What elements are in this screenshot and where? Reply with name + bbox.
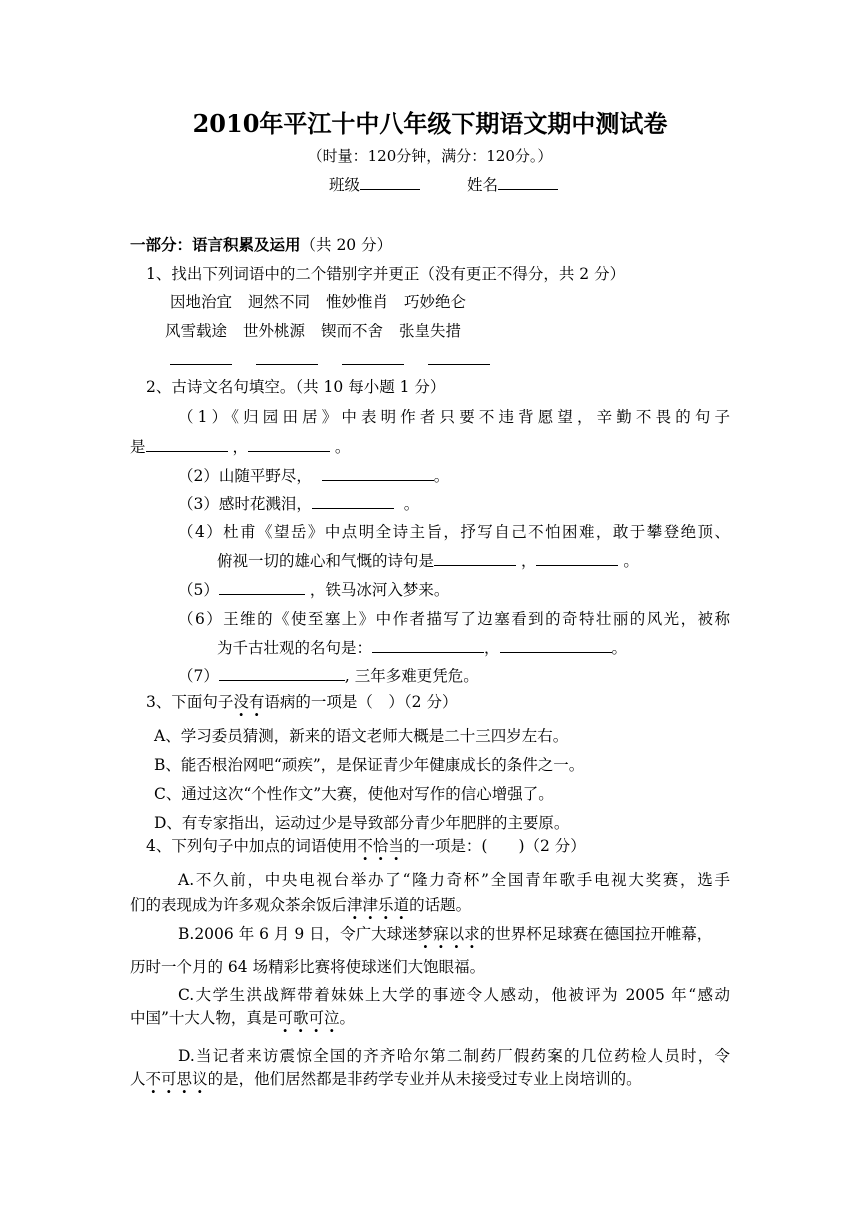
q2-item5-blank[interactable] [219, 578, 305, 595]
q2-item1-line1: （1）《归园田居》中表明作者只要不违背愿望，辛勤不畏的句子 [178, 408, 730, 426]
section-heading [130, 233, 392, 255]
q1-answer-blank[interactable] [342, 348, 404, 365]
section-heading-bold: 一部分：语言积累及运用 [130, 235, 301, 254]
q4-dotted-word: 梦寐以求 [417, 925, 480, 943]
q4-dotted-word: 可歌可泣 [277, 1009, 340, 1027]
q1-word: 因地治宜 [170, 293, 233, 311]
q2-item4-blank2[interactable] [536, 549, 618, 566]
q3-emphasis: 没有 [233, 693, 265, 711]
q4-option-d-line2: 人不可思议的是，他们居然都是非药学专业并从未接受过专业上岗培训的。 [130, 1070, 642, 1088]
q2-item2-blank[interactable] [322, 464, 434, 481]
q2-stem: 2、古诗文名句填空。（共 10 每小题 1 分） [146, 378, 446, 396]
q4-emphasis: 不恰当 [357, 837, 404, 855]
q1-answer-blank[interactable] [256, 348, 318, 365]
q1-word: 惟妙惟肖 [326, 293, 389, 311]
name-label: 姓名 [467, 176, 499, 194]
q1-word: 风雪载途 [165, 322, 228, 340]
q2-item7-blank[interactable] [219, 664, 345, 681]
q2-item6-blank1[interactable] [372, 636, 484, 653]
q3-option-c[interactable]: C、通过这次“个性作文”大赛，使他对写作的信心增强了。 [154, 785, 554, 803]
q1-word: 巧妙绝仑 [404, 293, 467, 311]
q2-item4-blank1[interactable] [434, 549, 516, 566]
q1-answer-blanks [170, 348, 490, 369]
q2-item3: （3）感时花溅泪， 。 [178, 492, 419, 514]
q1-word: 世外桃源 [243, 322, 306, 340]
q4-option-c-line1[interactable]: C.大学生洪战辉带着妹妹上大学的事迹令人感动，他被评为 2005 年“感动 [178, 986, 730, 1004]
q2-item3-blank[interactable] [312, 492, 394, 509]
q1-words-row2 [165, 319, 461, 341]
q4-option-b-line1[interactable]: B.2006 年 6 月 9 日，令广大球迷梦寐以求的世界杯足球赛在德国拉开帷幕， [178, 925, 713, 943]
q4-option-c-line2: 中国”十大人物，真是可歌可泣。 [130, 1009, 356, 1027]
page-title: 2010年平江十中八年级下期语文期中测试卷 [192, 109, 668, 138]
q2-item5: （5） ，铁马冰河入梦来。 [178, 578, 449, 600]
q1-answer-blank[interactable] [170, 348, 232, 365]
section-heading-score: （共 20 分） [300, 236, 393, 254]
q1-word: 迥然不同 [248, 293, 311, 311]
q2-item7: （7） , 三年多难更凭危。 [178, 664, 479, 686]
q1-stem: 1、找出下列词语中的二个错别字并更正（没有更正不得分，共 2 分） [146, 265, 626, 283]
q3-option-a[interactable]: A、学习委员猜测，新来的语文老师大概是二十三四岁左右。 [154, 727, 569, 745]
q2-item6-line2: 为千古壮观的名句是： ， 。 [217, 636, 627, 658]
name-field [467, 173, 558, 195]
class-blank[interactable] [360, 173, 420, 190]
q1-word: 张皇失措 [399, 322, 462, 340]
q2-item4-line1: （4）杜甫《望岳》中点明全诗主旨，抒写自己不怕困难，敢于攀登绝顶、 [178, 523, 730, 541]
q4-option-a-line2: 们的表现成为许多观众茶余饭后津津乐道的话题。 [130, 896, 472, 914]
class-field [329, 173, 420, 195]
q4-option-d-line1[interactable]: D.当记者来访震惊全国的齐齐哈尔第二制药厂假药案的几位药检人员时，令 [178, 1047, 730, 1065]
q3-option-d[interactable]: D、有专家指出，运动过少是导致部分青少年肥胖的主要原。 [154, 814, 570, 832]
q4-option-b-line2: 历时一个月的 64 场精彩比赛将使球迷们大饱眼福。 [130, 958, 486, 976]
q1-word: 锲而不舍 [321, 322, 384, 340]
q2-item2: （2）山随平野尽， 。 [178, 464, 449, 486]
q1-answer-blank[interactable] [428, 348, 490, 365]
q4-dotted-word: 不可思议 [145, 1070, 208, 1088]
q2-item4-line2: 俯视一切的雄心和气慨的诗句是 ， 。 [217, 549, 639, 571]
q4-dotted-word: 津津乐道 [347, 896, 410, 914]
q3-stem: 3、下面句子没有语病的一项是（ ）（2 分） [146, 693, 458, 711]
name-blank[interactable] [498, 173, 558, 190]
q1-words-row1 [170, 290, 466, 312]
q2-item1-blank2[interactable] [248, 435, 330, 452]
q2-item6-blank2[interactable] [500, 636, 612, 653]
q2-item6-line1: （6）王维的《使至塞上》中作者描写了边塞看到的奇特壮丽的风光，被称 [178, 610, 730, 628]
q4-option-a-line1[interactable]: A.不久前，中央电视台举办了“隆力奇杯”全国青年歌手电视大奖赛，选手 [178, 871, 730, 889]
class-label: 班级 [329, 176, 361, 194]
q2-item1-line2: 是 ， 。 [130, 435, 350, 457]
q2-item1-blank1[interactable] [146, 435, 228, 452]
q3-option-b[interactable]: B、能否根治网吧“顽疾”，是保证青少年健康成长的条件之一。 [154, 756, 585, 774]
exam-time-info: （时量：120分钟，满分：120分。） [307, 147, 553, 165]
q4-stem: 4、下列句子中加点的词语使用不恰当的一项是：( )（2 分） [146, 837, 586, 855]
